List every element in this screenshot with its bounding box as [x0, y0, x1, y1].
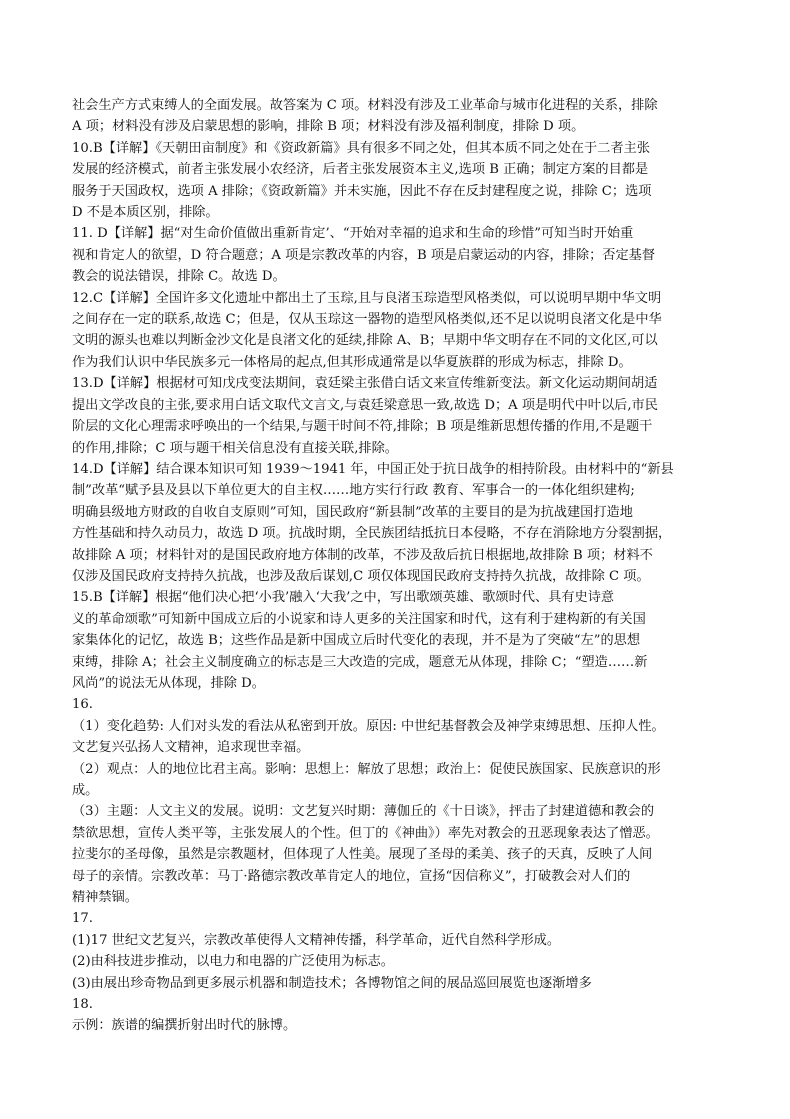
text-line: 禁欲思想，宣传人类平等，主张发展人的个性。但丁的《神曲》）率先对教会的丑恶现象表达了憎恶。	[72, 825, 659, 841]
text-line: 仅涉及国民政府支持持久抗战，也涉及敌后谋划,C 项仅体现国民政府支持持久抗战，故排除 C 项。	[72, 568, 650, 584]
text-line: 服务于天国政权，选项 A 排除；《资政新篇》并未实施，因此不存在反封建程度之说，排除 C；选项	[72, 183, 652, 199]
text-line: 方性基础和持久动员力，故选 D 项。抗战时期，全民族团结抵抗日本侵略，不存在消除地方分裂割据，	[72, 526, 672, 542]
text-line: 视和肯定人的欲望，D 符合题意；A 项是宗教改革的内容，B 项是启蒙运动的内容，排除；否定基督	[72, 247, 656, 263]
text-line: 13.D【详解】根据材可知戊戌变法期间，袁廷梁主张借白话文来宣传维新变法。新文化运动期间胡适	[72, 376, 658, 392]
text-line: D 不是本质区别，排除。	[72, 205, 219, 221]
text-line: （2）观点：人的地位比君主高。影响：思想上：解放了思想；政治上：促使民族国家、民族意识的形	[72, 761, 661, 777]
text-line: 文艺复兴弘扬人文精神，追求现世幸福。	[72, 740, 310, 756]
text-line: 风尚”的说法无从体现，排除 D。	[72, 675, 265, 691]
text-line: 15.B【详解】根据“他们决心把‘小我’融入‘大我’之中，写出歌颂英雄、歌颂时代、具有史诗意	[72, 590, 615, 606]
text-line: 12.C【详解】全国许多文化遗址中都出土了玉琮,且与良渚玉琮造型风格类似，可以说明早期中华文明	[72, 290, 662, 306]
text-line: （3）主题：人文主义的发展。说明：文艺复兴时期：薄伽丘的《十日谈》，抨击了封建道德和教会的	[72, 804, 655, 820]
text-line: 故排除 A 项；材料针对的是国民政府地方体制的改革，不涉及敌后抗日根据地,故排除 B 项；材料不	[72, 547, 653, 563]
text-line: 母子的亲情。宗教改革：马丁·路德宗教改革肯定人的地位，宣扬“因信称义”，打破教会对人们的	[72, 868, 631, 884]
text-line: 14.D【详解】结合课本知识可知 1939～1941 年，中国正处于抗日战争的相持阶段。由材料中的“新县	[72, 461, 674, 477]
text-line: (1)17 世纪文艺复兴，宗教改革使得人文精神传播，科学革命，近代自然科学形成。	[72, 932, 561, 948]
question-number: 18.	[72, 997, 93, 1013]
text-line: 家集体化的记忆，故选 B；这些作品是新中国成立后时代变化的表现，并不是为了突破“左”的思想	[72, 633, 641, 649]
text-line: 提出文学改良的主张,要求用白话文取代文言文,与袁廷梁意思一致,故选 D；A 项是明代中叶以后,市民	[72, 397, 658, 413]
text-line: 11. D【详解】据“对生命价值做出重新肯定’、“开始对幸福的追求和生命的珍惜”可知当时开始重	[72, 226, 634, 242]
text-line: 示例：族谱的编撰折射出时代的脉博。	[72, 1018, 297, 1034]
text-line: (2)由科技进步推动，以电力和电器的广泛使用为标志。	[72, 954, 394, 970]
text-line: 作为我们认识中华民族多元一体格局的起点,但其形成通常是以华夏族群的形成为标志，排除 D。	[72, 354, 632, 370]
question-number: 17.	[72, 911, 93, 927]
text-line: （1）变化趋势: 人们对头发的看法从私密到开放。原因: 中世纪基督教会及神学束缚思想、压抑人性。	[72, 718, 665, 734]
question-number: 16.	[72, 697, 93, 713]
text-line: A 项；材料没有涉及启蒙思想的影响，排除 B 项；材料没有涉及福利制度，排除 D 项。	[72, 119, 585, 135]
text-line: 文明的源头也难以判断金沙文化是良渚文化的延续,排除 A、B；早期中华文明存在不同的文化区,可以	[72, 333, 658, 349]
text-line: 发展的经济模式，前者主张发展小农经济，后者主张发展资本主义,选项 B 正确；制定方案的目都是	[72, 162, 649, 178]
text-line: 教会的说法错误，排除 C。故选 D。	[72, 269, 286, 285]
text-line: 明确县级地方财政的自收自支原则”可知，国民政府“新县制”改革的主要目的是为抗战建国打造地	[72, 504, 633, 520]
text-line: 之间存在一定的联系,故选 C；但是，仅从玉琮这一器物的造型风格类似,还不足以说明良渚文化是中华	[72, 312, 662, 328]
text-line: 拉斐尔的圣母像，虽然是宗教题材，但体现了人性美。展现了圣母的柔美、孩子的天真，反映了人间	[72, 847, 653, 863]
document-body	[72, 95, 718, 1037]
text-line: 制”改革“赋予县及县以下单位更大的自主权……地方实行行政 教育、军事合一的一体化组织建构;	[72, 483, 635, 499]
text-line: 义的革命颂歌”可知新中国成立后的小说家和诗人更多的关注国家和时代，这有利于建构新的有关国	[72, 611, 646, 627]
text-line: 成。	[72, 783, 99, 798]
text-line: (3)由展出珍奇物品到更多展示机器和制造技术；各博物馆之间的展品巡回展览也逐渐增多	[72, 975, 592, 991]
text-line: 阶层的文化心理需求呼唤出的一个结果,与题干时间不符,排除；B 项是维新思想传播的作用,不是题干	[72, 419, 653, 435]
text-line: 10.B【详解】《天朝田亩制度》和《资政新篇》具有很多不同之处，但其本质不同之处在于二者主张	[72, 140, 650, 156]
text-line: 的作用,排除；C 项与题干相关信息没有直接关联,排除。	[72, 440, 398, 456]
text-line: 精神禁锢。	[72, 890, 138, 906]
text-line: 社会生产方式束缚人的全面发展。故答案为 C 项。材料没有涉及工业革命与城市化进程的关系，排除	[72, 98, 658, 113]
text-line: 束缚，排除 A；社会主义制度确立的标志是三大改造的完成，题意无从体现，排除 C；“塑造……新	[72, 654, 648, 670]
